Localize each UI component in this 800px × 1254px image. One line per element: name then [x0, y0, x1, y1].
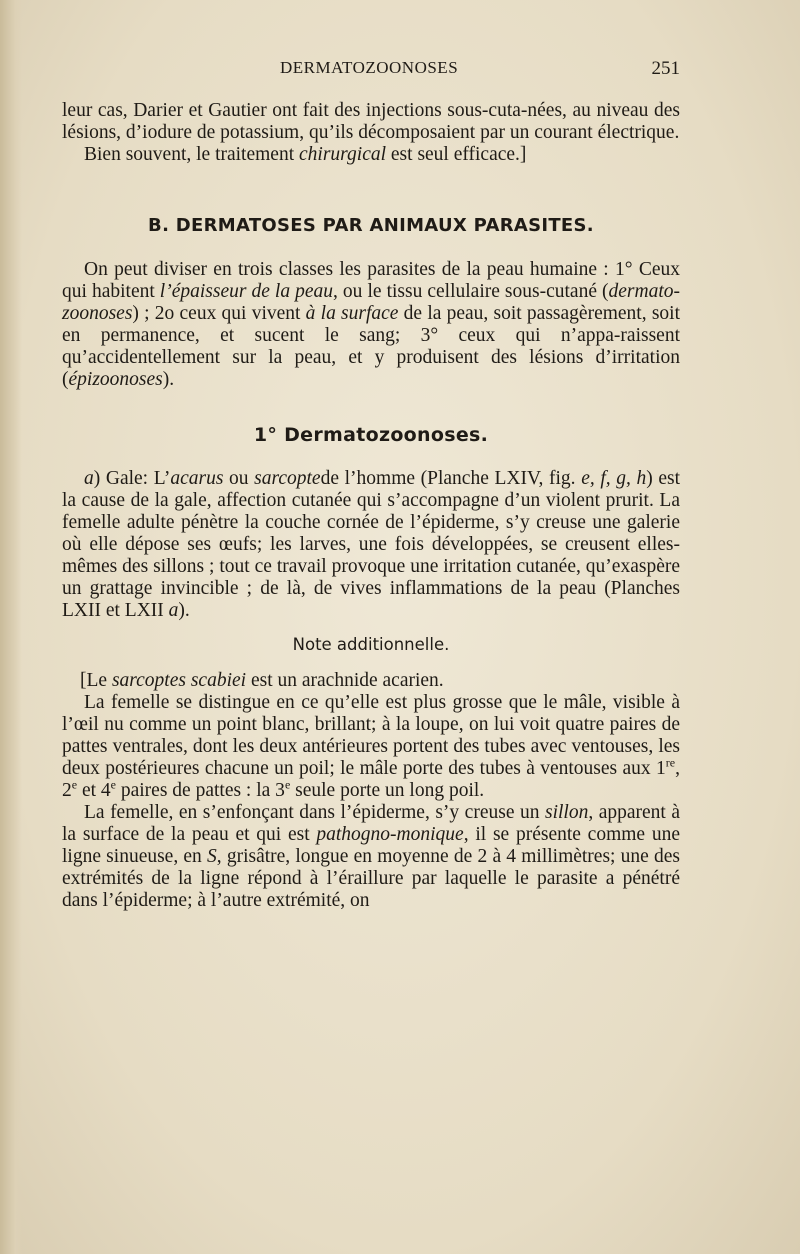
italic-run: a — [168, 600, 179, 621]
paragraph-4 — [62, 468, 680, 622]
italic-run: sillon — [544, 802, 589, 823]
text-run: [Le — [80, 670, 112, 691]
text-run: , apparent à la surface de la peau et qui est — [62, 802, 680, 845]
page-gutter-shadow — [0, 0, 22, 1254]
superscript: e — [71, 777, 78, 792]
italic-run: à la surface — [305, 303, 399, 324]
italic-run: dermato-zoonoses — [62, 281, 681, 324]
italic-run: a — [84, 468, 94, 489]
text-run: de la peau, soit passagèrement, soit en permanence, et sucent le sang; 3° ceux qui n’appa-raissent qu’accidentellement sur la peau, et y produisent des lésions d’irritation ( — [62, 303, 680, 390]
section-heading-b: B. DERMATOSES PAR ANIMAUX PARASITES. — [148, 215, 594, 236]
text-run: ). — [162, 369, 175, 390]
italic-run: chirurgical — [299, 144, 387, 165]
italic-run: sarcoptes scabiei — [111, 670, 247, 691]
italic-run: sarcopte — [254, 468, 321, 489]
text-run: , il se présente comme une ligne sinueuse, en — [62, 824, 680, 867]
text-run: est un arachnide acarien. — [246, 670, 444, 691]
text-run: paires de pattes : la 3 — [115, 780, 285, 801]
text-run: ) est la cause de la gale, affection cutanée qui s’accompagne d’un violent prurit. La femelle adulte pénètre la couche cornée de l’épiderme, s’y creuse une galerie où elle dépose ses œufs; les larves, une fois développées, se creusent elles-mêmes des sillons ; tout ce travail provoque une irritation cutanée, qu’exaspère un grattage invincible ; de là, de vives inflammations de la peau (Planches LXII et LXII — [62, 468, 681, 621]
page-header — [62, 58, 680, 88]
text-run: On peut diviser en trois classes les parasites de la peau humaine : 1° Ceux qui habitent — [62, 259, 680, 302]
paragraph-1 — [62, 100, 680, 144]
text-run: ). — [178, 600, 190, 621]
italic-run: S — [207, 846, 217, 867]
text-run: de l’homme (Planche LXIV, fig. — [320, 468, 582, 489]
text-run: , ou le tissu cellulaire sous-cutané ( — [333, 281, 609, 302]
text-run: Bien souvent, le traitement — [84, 144, 299, 165]
text-run: leur cas, Darier et Gautier ont fait des injections sous-cuta-nées, au niveau des lésions, d’iodure de potassium, qu’ils décomposaient par un courant électrique. — [62, 100, 680, 143]
text-run: , 2 — [62, 758, 680, 801]
text-run: La femelle se distingue en ce qu’elle est plus grosse que le mâle, visible à l’œil nu comme un point blanc, brillant; à la loupe, on lui voit quatre paires de pattes ventrales, dont les deux antérieures portent des tubes avec ventouses, les deux postérieures chacune un poil; le mâle porte des tubes à ventouses aux 1 — [62, 692, 680, 779]
paragraph-5 — [62, 670, 680, 692]
superscript: e — [110, 777, 116, 792]
subsection-heading: 1° Dermatozoonoses. — [253, 424, 489, 446]
text-run: , grisâtre, longue en moyenne de 2 à 4 millimètres; une des extrémités de la ligne répond à l’éraillure par laquelle le parasite a pénétré dans l’épiderme; à l’autre extrémité, on — [62, 846, 680, 911]
italic-run: acarus — [170, 468, 224, 489]
paragraph-3 — [62, 259, 680, 391]
text-run: et 4 — [77, 780, 111, 801]
text-run: ) Gale: L’ — [93, 468, 171, 489]
body-text — [62, 100, 680, 912]
text-run: seule porte un long poil. — [290, 780, 485, 801]
text-run: La femelle, en s’enfonçant dans l’épiderme, s’y creuse un — [84, 802, 545, 823]
paragraph-2 — [62, 144, 680, 166]
superscript: e — [284, 777, 291, 792]
superscript: re — [665, 755, 676, 770]
italic-run: l’épaisseur de la peau — [159, 281, 334, 302]
paragraph-6 — [62, 692, 680, 802]
page-number: 251 — [651, 58, 680, 79]
note-title: Note additionnelle. — [292, 635, 450, 654]
text-run: ou — [223, 468, 255, 489]
running-head: DERMATOZOONOSES — [280, 58, 459, 77]
text-run: est seul efficace.] — [386, 144, 527, 165]
italic-run: e, f, g, h — [581, 468, 647, 489]
italic-run: pathogno-monique — [316, 824, 464, 845]
italic-run: épizoonoses — [68, 369, 163, 390]
text-run: ) ; 2o ceux qui vivent — [132, 303, 306, 324]
paragraph-7 — [62, 802, 680, 912]
